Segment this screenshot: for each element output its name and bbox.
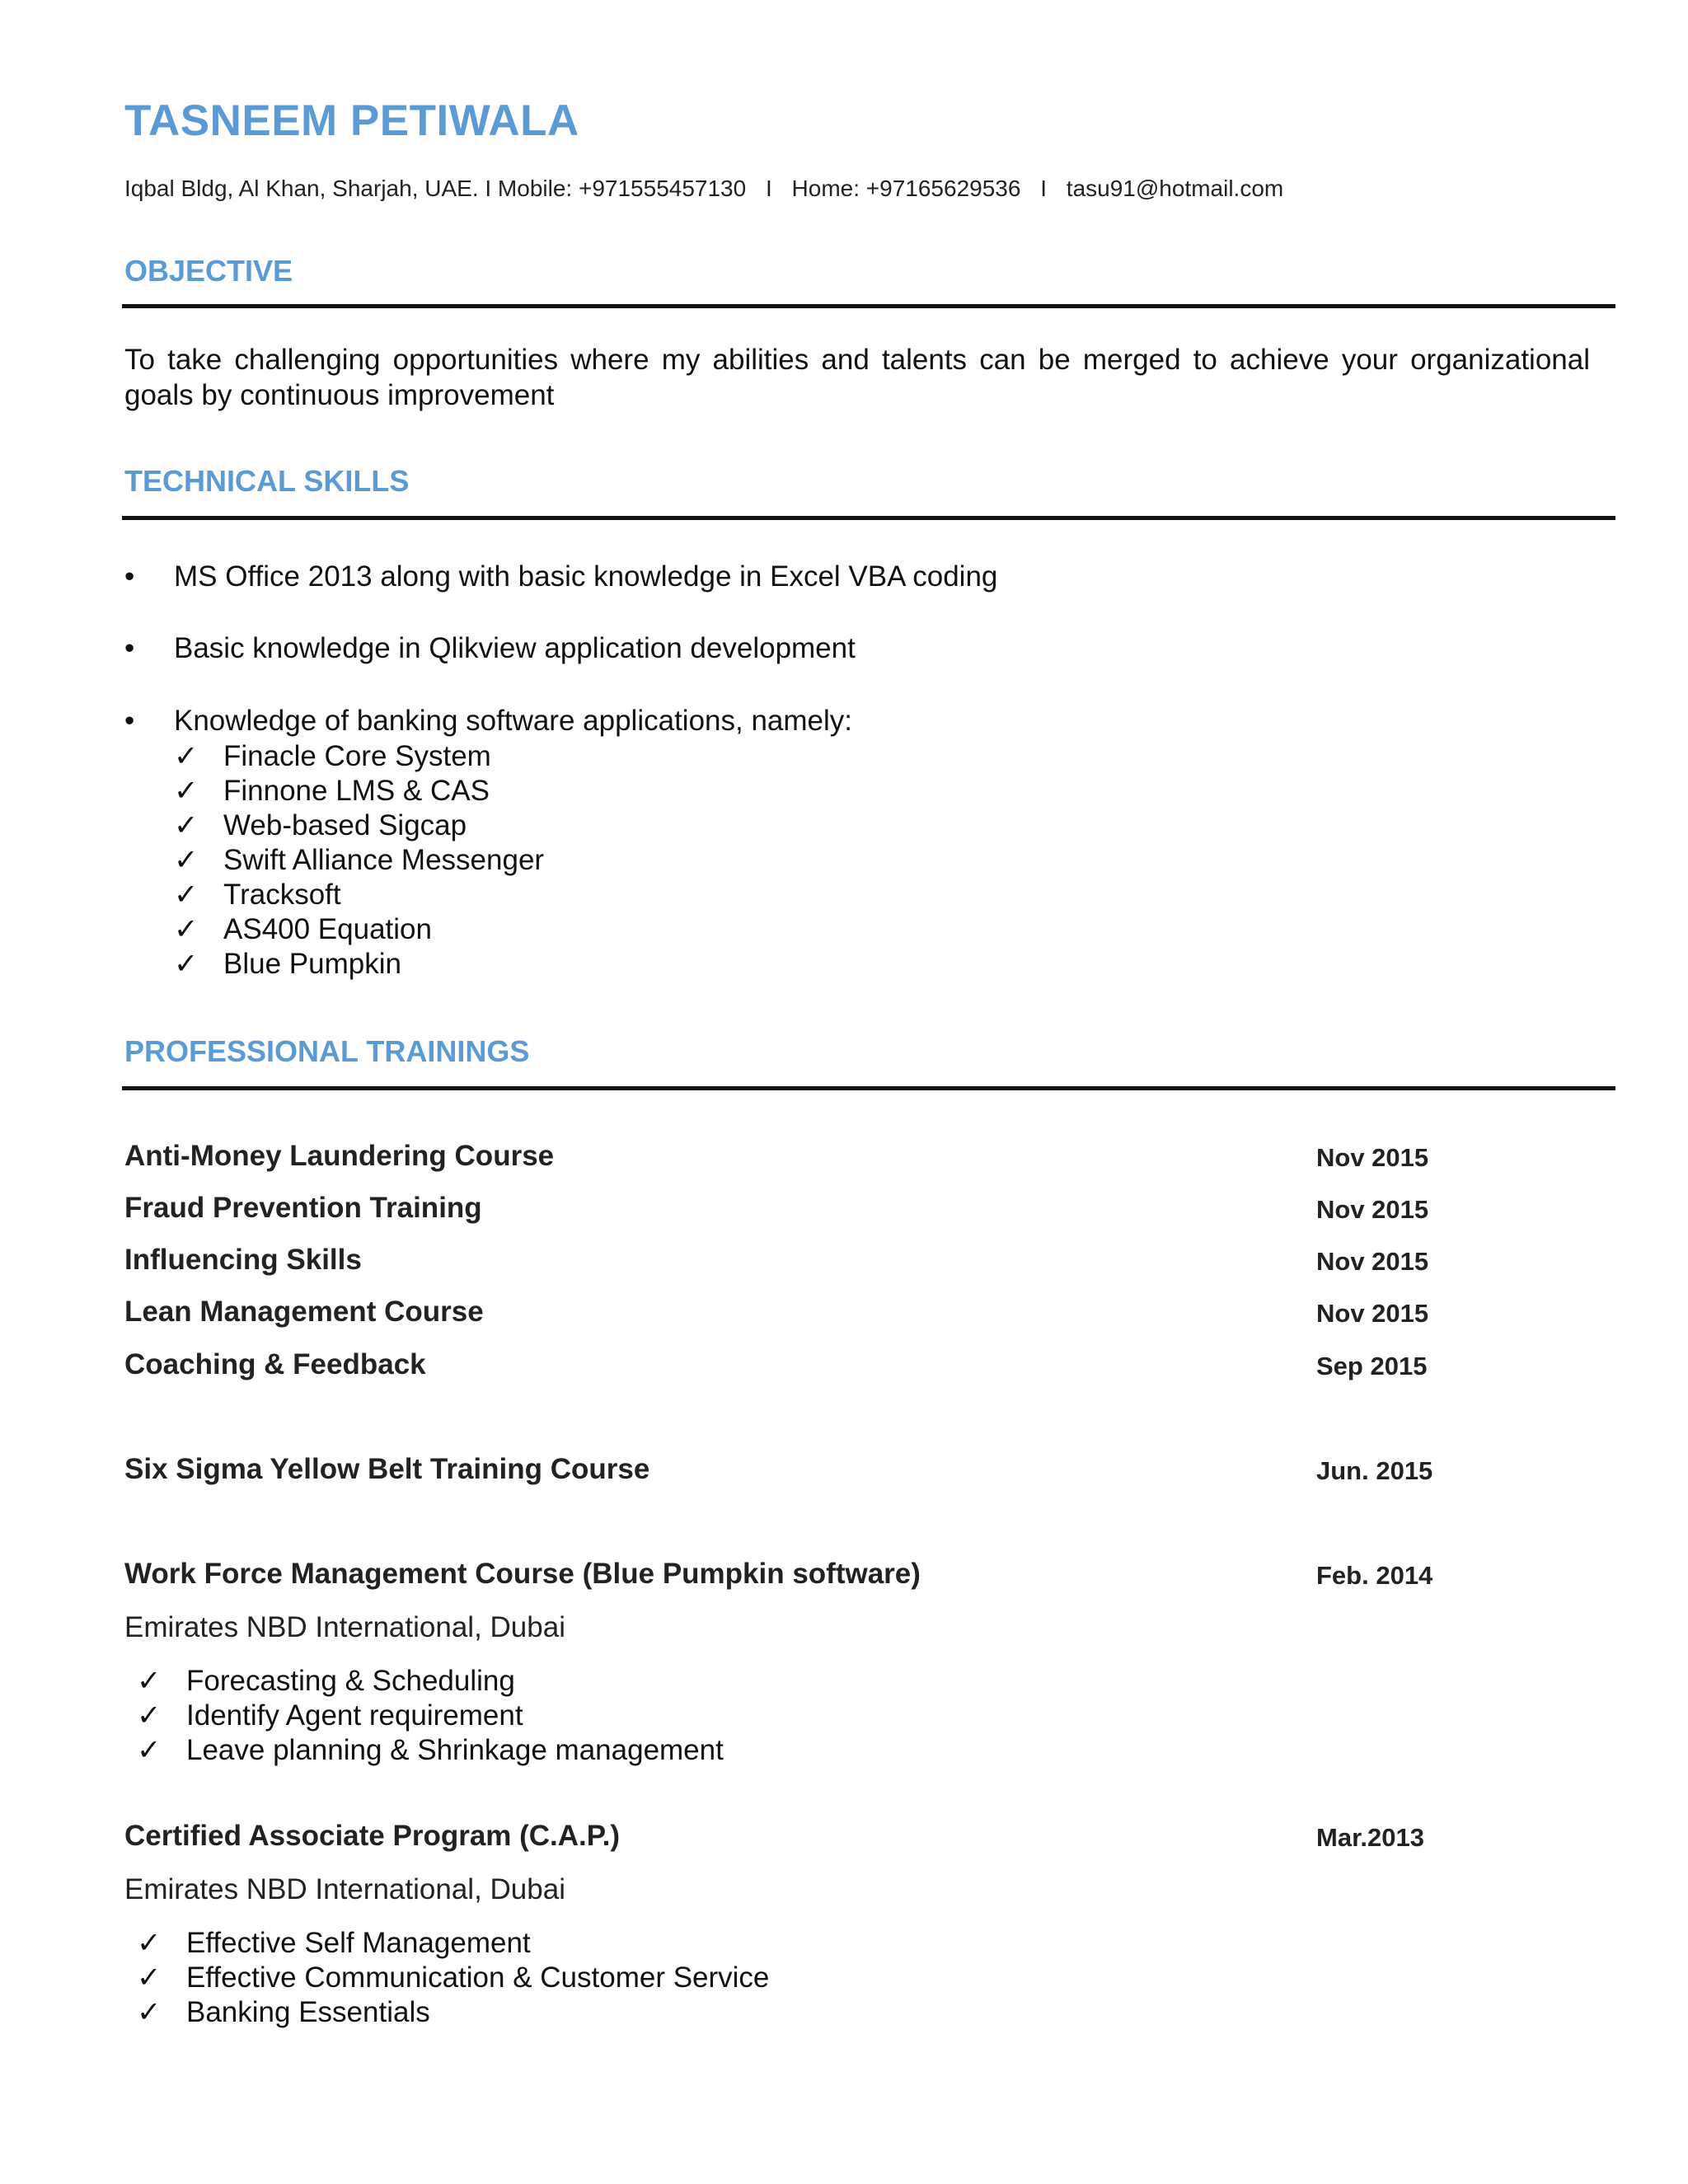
resume-page: TASNEEM PETIWALA Iqbal Bldg, Al Khan, Sharjah, UAE. I Mobile: +971555457130 I Home: +97165629536 I tasu91@hotmail.com OBJECTIVE To take challenging opportunities where my abilities and talents can be merged to achieve your organizational goals by continuous improvement TECHNICAL SKILLS • MS Office 2013 along with basic knowledge in Excel VBA coding • Basic knowledge in Qlikview application development • Knowledge of banking software applications, namely: ✓ Finacle Core System ✓ Finnone LMS & CAS ✓ Web-based Sigcap ✓ Swift Alliance Messenger ✓ Tracksoft ✓ AS400 Equation ✓ Blue Pumpkin PROFESSIONAL TRAININGS Anti-Money Laundering Course Nov 2015 Fraud Prevention Training Nov 2015 Influencing Skills Nov 2015 Lean Management Course Nov 2015 Coaching & Feedback Sep 2015 Six Sigma Yellow Belt Training Course Jun. 2015 Work Force Management Course (Blue Pumpkin software) Feb. 2014 Emirates NBD International, Dubai ✓ Forecasting & Scheduling ✓ Identify Agent requirement ✓ Leave planning & Shrinkage management Certified Associate Program (C.A.P.) Mar.2013 Emirates NBD International, Dubai ✓ Effective Self Management ✓ Effective Communication & Customer Service ✓ Banking Essentials bbox=[0, 0, 1688, 2184]
checkmark-icon: ✓ bbox=[137, 1665, 162, 1697]
training-name: Fraud Prevention Training bbox=[124, 1192, 482, 1224]
separator: I bbox=[765, 176, 772, 201]
training-name: Influencing Skills bbox=[124, 1244, 362, 1276]
training-date: Nov 2015 bbox=[1316, 1299, 1429, 1328]
section-divider bbox=[122, 304, 1615, 308]
home-phone: Home: +97165629536 bbox=[791, 176, 1021, 201]
training-organization: Emirates NBD International, Dubai bbox=[124, 1611, 565, 1643]
skill-text: Knowledge of banking software applications, namely: bbox=[174, 705, 852, 737]
training-date: Jun. 2015 bbox=[1316, 1456, 1433, 1485]
checkmark-icon: ✓ bbox=[137, 1927, 162, 1959]
training-name: Anti-Money Laundering Course bbox=[124, 1140, 555, 1172]
training-date: Mar.2013 bbox=[1316, 1823, 1424, 1852]
training-row bbox=[124, 1453, 1526, 1489]
section-divider bbox=[122, 1086, 1615, 1090]
training-date: Nov 2015 bbox=[1316, 1247, 1429, 1276]
contact-line bbox=[124, 176, 1283, 202]
checkmark-icon: ✓ bbox=[174, 948, 199, 980]
training-row bbox=[124, 1820, 1526, 1856]
checkmark-icon: ✓ bbox=[174, 809, 199, 841]
checkmark-icon: ✓ bbox=[137, 1996, 162, 2028]
skill-text: MS Office 2013 along with basic knowledge in Excel VBA coding bbox=[174, 560, 998, 593]
checkmark-icon: ✓ bbox=[174, 913, 199, 945]
objective-heading: OBJECTIVE bbox=[124, 254, 293, 288]
checkmark-icon: ✓ bbox=[137, 1734, 162, 1766]
training-date: Nov 2015 bbox=[1316, 1195, 1429, 1224]
bullet-icon: • bbox=[124, 560, 135, 593]
training-date: Nov 2015 bbox=[1316, 1143, 1429, 1172]
checkmark-icon: ✓ bbox=[174, 844, 199, 876]
bullet-icon: • bbox=[124, 632, 135, 664]
training-row bbox=[124, 1244, 1526, 1280]
training-row bbox=[124, 1296, 1526, 1332]
training-row bbox=[124, 1348, 1526, 1385]
candidate-name: TASNEEM PETIWALA bbox=[124, 96, 579, 145]
address-and-mobile: Iqbal Bldg, Al Khan, Sharjah, UAE. I Mobile: +971555457130 bbox=[124, 176, 747, 201]
checkmark-icon: ✓ bbox=[174, 740, 199, 772]
technical-skills-heading: TECHNICAL SKILLS bbox=[124, 464, 410, 498]
training-name: Coaching & Feedback bbox=[124, 1348, 426, 1380]
training-name: Six Sigma Yellow Belt Training Course bbox=[124, 1453, 650, 1485]
training-organization: Emirates NBD International, Dubai bbox=[124, 1873, 565, 1905]
professional-trainings-heading: PROFESSIONAL TRAININGS bbox=[124, 1034, 530, 1068]
training-name: Work Force Management Course (Blue Pumpkin software) bbox=[124, 1558, 921, 1590]
training-row bbox=[124, 1192, 1526, 1228]
objective-text: To take challenging opportunities where my abilities and talents can be merged to achieve your organizational goals by continuous improvement bbox=[124, 344, 1590, 411]
skill-text: Basic knowledge in Qlikview application development bbox=[174, 632, 856, 664]
bullet-icon: • bbox=[124, 705, 135, 737]
checkmark-icon: ✓ bbox=[174, 879, 199, 911]
training-name: Certified Associate Program (C.A.P.) bbox=[124, 1820, 620, 1852]
training-row bbox=[124, 1140, 1526, 1176]
training-name: Lean Management Course bbox=[124, 1296, 484, 1328]
separator: I bbox=[1040, 176, 1048, 201]
checkmark-icon: ✓ bbox=[137, 1699, 162, 1732]
training-date: Sep 2015 bbox=[1316, 1352, 1428, 1380]
training-date: Feb. 2014 bbox=[1316, 1561, 1433, 1590]
training-row bbox=[124, 1558, 1526, 1594]
email-link[interactable]: tasu91@hotmail.com bbox=[1066, 176, 1284, 201]
checkmark-icon: ✓ bbox=[174, 775, 199, 807]
checkmark-icon: ✓ bbox=[137, 1961, 162, 1994]
section-divider bbox=[122, 516, 1615, 520]
